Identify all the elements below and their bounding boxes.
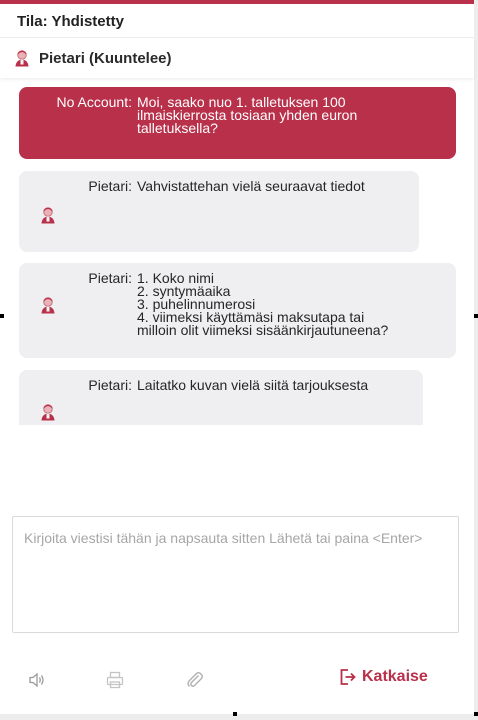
- resize-handle-bottom[interactable]: [233, 712, 237, 716]
- message-input[interactable]: [12, 516, 459, 633]
- window-bottom-edge: [0, 714, 478, 720]
- message-agent: [19, 263, 456, 358]
- resize-handle-corner[interactable]: [474, 712, 478, 716]
- message-text: 1. Koko nimi 2. syntymäaika 3. puhelinnumerosi 4. viimeksi käyttämäsi maksutapa tai milloin olit viimeksi sisäänkirjautuneena?: [137, 270, 389, 338]
- message-text: Laitatko kuvan vielä siitä tarjouksesta: [137, 377, 369, 393]
- chat-transcript[interactable]: [0, 80, 474, 425]
- agent-avatar-icon: [40, 296, 56, 314]
- window-edge: [474, 0, 478, 720]
- agent-avatar-icon: [40, 206, 56, 224]
- message-sender: No Account:: [56, 94, 132, 110]
- agent-header: [0, 38, 474, 78]
- message-text: Vahvistattehan vielä seuraavat tiedot: [137, 178, 365, 194]
- message-user: [19, 87, 456, 159]
- logout-icon: [339, 668, 356, 686]
- print-button[interactable]: [105, 670, 125, 690]
- end-chat-button[interactable]: [339, 668, 428, 686]
- printer-icon: [105, 670, 125, 690]
- message-text: Moi, saako nuo 1. talletuksen 100 ilmaiskierrosta tosiaan yhden euron talletuksella?: [137, 94, 358, 136]
- resize-handle-left[interactable]: [0, 314, 4, 318]
- message-sender: Pietari:: [88, 377, 132, 393]
- speaker-icon: [27, 670, 47, 690]
- connection-status: Tila: Yhdistetty: [0, 4, 474, 38]
- message-agent: [19, 171, 419, 252]
- sound-toggle-button[interactable]: [27, 670, 47, 690]
- attach-file-button[interactable]: [185, 670, 205, 690]
- agent-avatar-icon: [40, 403, 56, 421]
- agent-name: Pietari (Kuuntelee): [39, 49, 172, 67]
- agent-avatar-icon: [14, 49, 30, 67]
- resize-handle-right[interactable]: [474, 314, 478, 318]
- message-agent: [19, 370, 423, 425]
- message-sender: Pietari:: [88, 270, 132, 286]
- message-sender: Pietari:: [88, 178, 132, 194]
- chat-toolbar: [0, 660, 474, 700]
- paperclip-icon: [185, 670, 205, 690]
- end-chat-label: Katkaise: [362, 668, 428, 685]
